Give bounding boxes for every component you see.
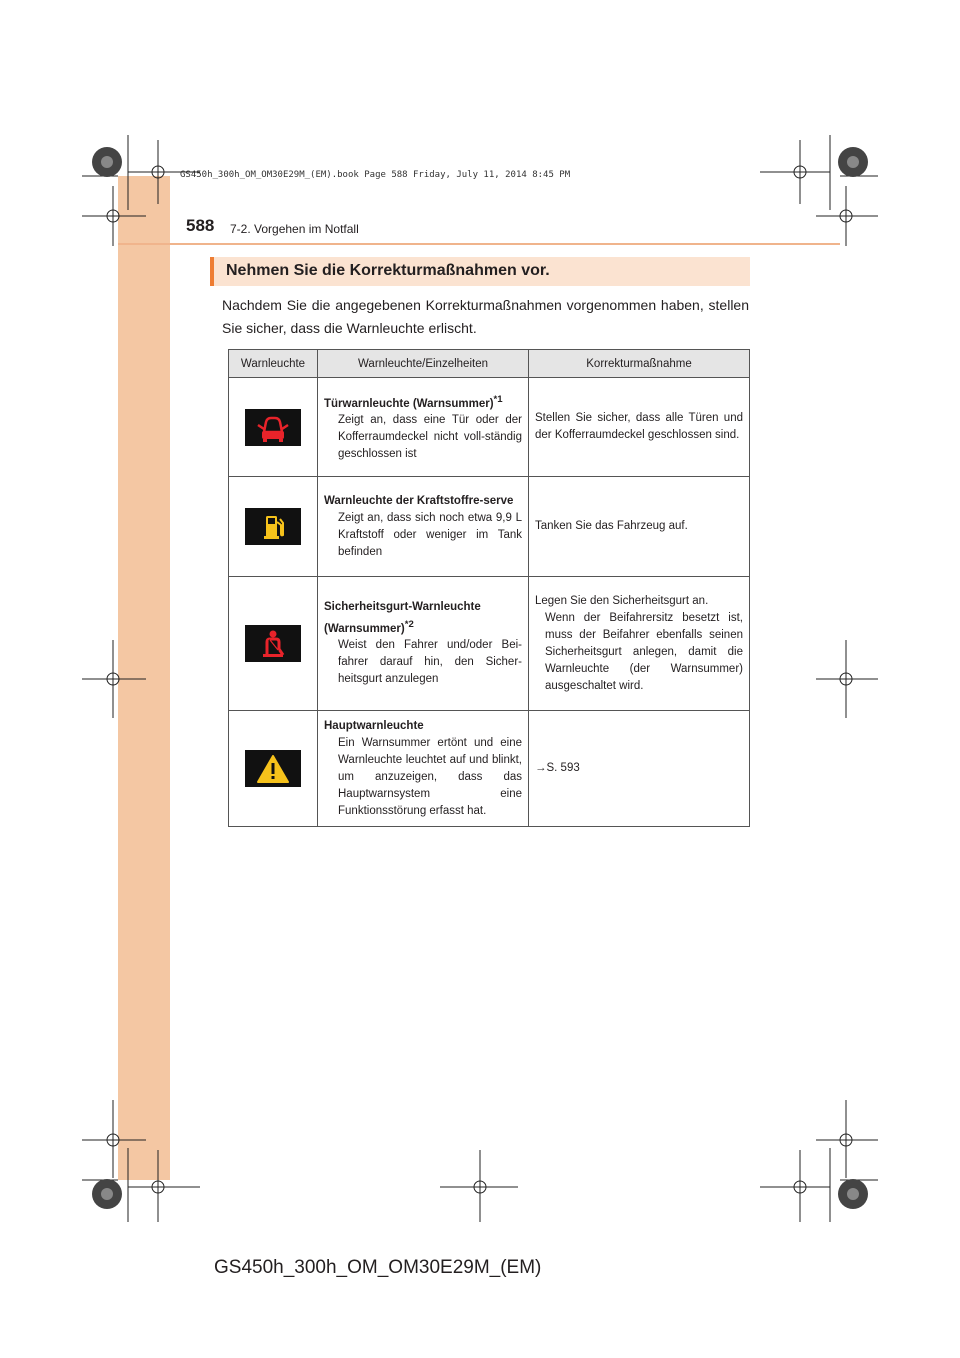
warning-name: Sicherheitsgurt-Warnleuchte (Warnsummer)$^{*2}$ bbox=[324, 600, 481, 635]
footnote-marker: *1 bbox=[493, 393, 503, 405]
section-heading bbox=[210, 257, 750, 286]
table-row bbox=[229, 577, 750, 711]
page-number: 588 bbox=[186, 216, 215, 235]
warning-name: Türwarnleuchte (Warnsummer)$^{*1}$ bbox=[324, 393, 503, 410]
action-cell bbox=[529, 577, 750, 711]
warning-name: Warnleuchte der Kraftstoffre-serve bbox=[324, 494, 514, 507]
footnote-marker: *2 bbox=[404, 618, 414, 630]
action-text: Legen Sie den Sicherheitsgurt an. bbox=[535, 594, 709, 607]
col-header-warning-light: Warnleuchte bbox=[229, 350, 318, 378]
col-header-details: Warnleuchte/Einzelheiten bbox=[318, 350, 529, 378]
action-cell: →S. 593 bbox=[529, 711, 750, 827]
page-sidebar-tab bbox=[118, 176, 170, 1180]
book-info-line: GS450h_300h_OM_OM30E29M_(EM).book Page 588 Friday, July 11, 2014 8:45 PM bbox=[180, 170, 571, 180]
action-cell: Stellen Sie sicher, dass alle Türen und der Kofferraumdeckel geschlossen sind. bbox=[529, 378, 750, 477]
intro-paragraph: Nachdem Sie die angegebenen Korrekturmaßnahmen vorgenommen haben, stellen Sie sicher, dass die Warnleuchte erlischt. bbox=[222, 297, 749, 336]
icon-cell bbox=[229, 711, 318, 827]
master-warning-icon bbox=[245, 750, 301, 787]
warning-light-table bbox=[228, 349, 750, 827]
detail-cell bbox=[318, 378, 529, 477]
chapter-title: 7-2. Vorgehen im Notfall bbox=[230, 222, 359, 236]
footer-document-code: GS450h_300h_OM_OM30E29M_(EM) bbox=[214, 1257, 542, 1278]
header-rule bbox=[118, 243, 840, 245]
warning-description: Weist den Fahrer und/oder Bei-fahrer darauf hin, den Sicher-heitsgurt anzulegen bbox=[338, 639, 522, 686]
icon-cell bbox=[229, 577, 318, 711]
table-row bbox=[229, 477, 750, 577]
table-row bbox=[229, 711, 750, 827]
action-cell: Tanken Sie das Fahrzeug auf. bbox=[529, 477, 750, 577]
fuel-warning-icon bbox=[245, 508, 301, 545]
warning-description: Zeigt an, dass eine Tür oder der Kofferraumdeckel nicht voll-ständig geschlossen ist bbox=[338, 414, 522, 461]
icon-cell bbox=[229, 477, 318, 577]
section-title: Nehmen Sie die Korrekturmaßnahmen vor. bbox=[226, 262, 550, 279]
detail-cell bbox=[318, 477, 529, 577]
table-header-row bbox=[229, 350, 750, 378]
door-warning-icon bbox=[245, 409, 301, 446]
warning-description: Ein Warnsummer ertönt und eine Warnleuchte leuchtet auf und blinkt, um anzuzeigen, dass das Hauptwarnsystem eine Funktionsstörung erfasst hat. bbox=[338, 736, 522, 817]
col-header-action: Korrekturmaßnahme bbox=[529, 350, 750, 378]
table-row bbox=[229, 378, 750, 477]
action-detail: Wenn der Beifahrersitz besetzt ist, muss der Beifahrer ebenfalls seinen Sicherheitsgurt anlegen, damit die Warnleuchte (der Warnsummer) ausgeschaltet wird. bbox=[545, 611, 743, 692]
warning-description: Zeigt an, dass sich noch etwa 9,9 L Kraftstoff oder weniger im Tank befinden bbox=[338, 511, 522, 558]
seatbelt-warning-icon bbox=[245, 625, 301, 662]
detail-cell bbox=[318, 577, 529, 711]
warning-name: Hauptwarnleuchte bbox=[324, 719, 424, 732]
icon-cell bbox=[229, 378, 318, 477]
detail-cell bbox=[318, 711, 529, 827]
